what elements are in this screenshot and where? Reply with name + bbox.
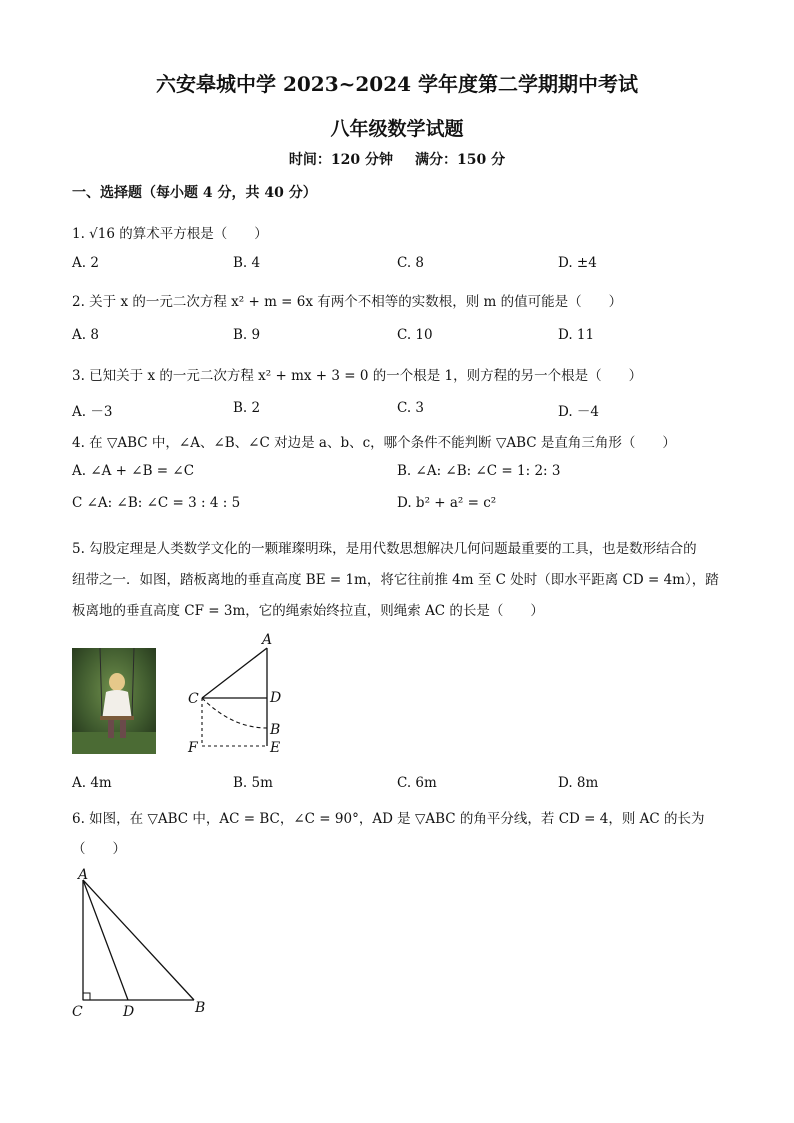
question-1-stem: 1. √16 的算术平方根是（ ） — [72, 226, 268, 242]
q5-option-d: D. 8m — [558, 775, 599, 791]
q4-option-c: C ∠A: ∠B: ∠C = 3 : 4 : 5 — [72, 495, 241, 511]
q4-option-a: A. ∠A + ∠B = ∠C — [72, 463, 195, 479]
q2-option-c: C. 10 — [397, 327, 433, 343]
exam-info — [0, 149, 794, 169]
q1-option-a: A. 2 — [72, 255, 99, 271]
q3-option-a: A. －3 — [72, 404, 113, 420]
q4-option-d: D. b² + a² = c² — [397, 495, 497, 511]
q2-option-a: A. 8 — [72, 327, 99, 343]
label-b: B — [195, 1000, 206, 1016]
label-a: A — [78, 867, 89, 883]
exam-time: 时间：120 分钟 — [288, 152, 393, 168]
q2-option-b: B. 9 — [233, 327, 261, 343]
q5-option-b: B. 5m — [233, 775, 273, 791]
question-5-line2: 纽带之一．如图，踏板离地的垂直高度 BE = 1m，将它往前推 4m 至 C 处时（即水平距离 CD = 4m），踏 — [72, 572, 719, 588]
q5-option-c: C. 6m — [397, 775, 437, 791]
q1-option-b: B. 4 — [233, 255, 261, 271]
label-a: A — [262, 632, 273, 648]
triangle-diagram — [68, 866, 218, 1026]
question-5-line3: 板离地的垂直高度 CF = 3m，它的绳索始终拉直，则绳索 AC 的长是（ ） — [72, 603, 544, 619]
swing-diagram — [182, 628, 292, 758]
label-d: D — [270, 690, 282, 706]
question-6-line1: 6. 如图，在 ▽ABC 中，AC = BC，∠C = 90°，AD 是 ▽ABC 的角平分线，若 CD = 4，则 AC 的长为 — [72, 811, 705, 827]
q3-option-c: C. 3 — [397, 400, 425, 416]
question-4-stem: 4. 在 ▽ABC 中，∠A、∠B、∠C 对边是 a、b、c，哪个条件不能判断 ▽ABC 是直角三角形（ ） — [72, 435, 676, 451]
q3-option-b: B. 2 — [233, 400, 261, 416]
label-b: B — [270, 722, 281, 738]
exam-subtitle: 八年级数学试题 — [330, 118, 464, 140]
q3-option-d: D. －4 — [558, 404, 600, 420]
q1-option-d: D. ±4 — [558, 255, 597, 271]
label-c: C — [72, 1004, 83, 1020]
question-5-line1: 5. 勾股定理是人类数学文化的一颗璀璨明珠，是用代数思想解决几何问题最重要的工具，也是数形结合的 — [72, 541, 697, 557]
q1-option-c: C. 8 — [397, 255, 425, 271]
question-2-stem: 2. 关于 x 的一元二次方程 x² + m = 6x 有两个不相等的实数根，则 m 的值可能是（ ） — [72, 294, 623, 310]
label-d: D — [123, 1004, 135, 1020]
label-f: F — [188, 740, 198, 756]
label-e: E — [270, 740, 281, 756]
line-ab — [83, 880, 194, 1000]
right-angle-mark — [83, 993, 90, 1000]
line-ac — [202, 648, 267, 698]
exam-title: 六安皋城中学 2023~2024 学年度第二学期期中考试 — [155, 72, 638, 96]
q5-option-a: A. 4m — [72, 775, 112, 791]
question-6-line2: （ ） — [72, 841, 126, 857]
label-c: C — [188, 691, 199, 707]
question-3-stem: 3. 已知关于 x 的一元二次方程 x² + mx + 3 = 0 的一个根是 1，则方程的另一个根是（ ） — [72, 368, 643, 384]
swing-photo — [72, 648, 156, 754]
q4-option-b: B. ∠A: ∠B: ∠C = 1: 2: 3 — [397, 463, 561, 479]
exam-score: 满分：150 分 — [415, 152, 506, 168]
section-heading: 一、选择题（每小题 4 分，共 40 分） — [72, 185, 317, 201]
q2-option-d: D. 11 — [558, 327, 595, 343]
arc-cb — [202, 698, 267, 728]
line-ad — [83, 880, 128, 1000]
